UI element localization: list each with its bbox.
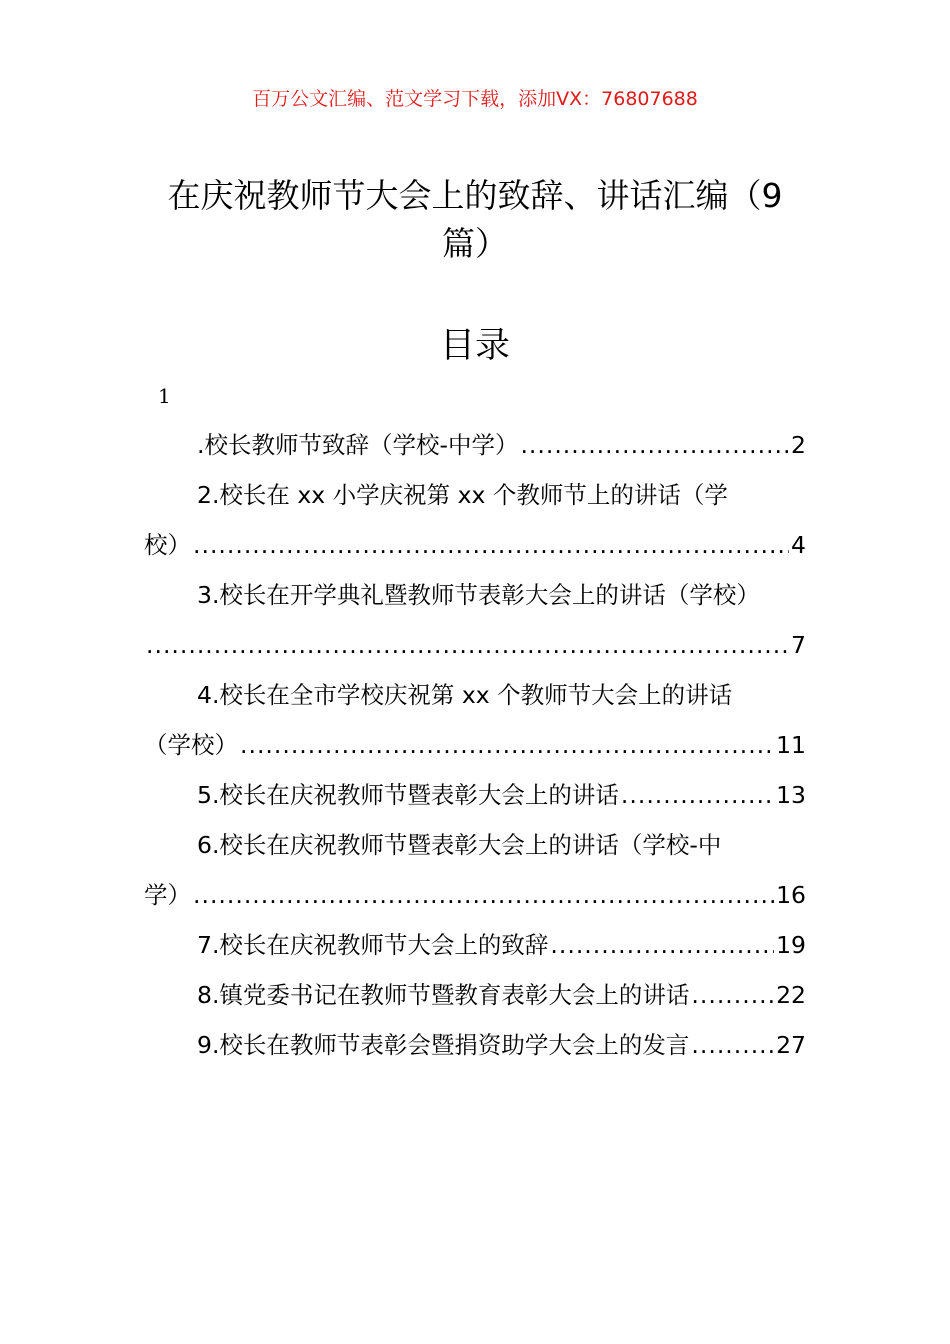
toc-dot-leader [520,420,789,470]
toc-page-number: 16 [776,881,806,909]
toc-entry-line [144,670,806,720]
toc-dot-leader [550,920,774,970]
toc-entry-title: .校长教师节致辞（学校-中学） [197,431,519,459]
toc-entry-1[interactable] [144,420,806,470]
toc-dot-leader [146,620,789,670]
toc-entry-5[interactable] [144,770,806,820]
toc-entry-3[interactable] [144,570,806,670]
document-title-line-1: 在庆祝教师节大会上的致辞、讲话汇编（9 [167,176,783,215]
toc-dot-leader [621,770,774,820]
toc-page-number: 2 [791,431,806,459]
toc-entry-9[interactable] [144,1020,806,1070]
toc-entry-line [144,420,806,470]
toc-entry-line [144,770,806,820]
toc-entry-line [144,1020,806,1070]
toc-entry-line [144,920,806,970]
toc-page-number: 7 [791,631,806,659]
toc-entry-title: 7.校长在庆祝教师节大会上的致辞 [197,931,549,959]
stray-number: 1 [158,384,171,408]
toc-dot-leader [193,520,789,570]
toc-entry-8[interactable] [144,970,806,1020]
toc-entry-line [144,620,806,670]
toc-entry-line [144,820,806,870]
toc-entry-line [144,970,806,1020]
document-title-line-2: 篇） [442,224,508,263]
toc-page-number: 27 [776,1031,806,1059]
toc-entry-line [144,720,806,770]
toc-entry-line [144,470,806,520]
toc-entry-title: 9.校长在教师节表彰会暨捐资助学大会上的发言 [197,1031,690,1059]
toc-entry-4[interactable] [144,670,806,770]
toc-dot-leader [193,870,774,920]
toc-page-number: 11 [776,731,806,759]
toc-entry-title: 6.校长在庆祝教师节暨表彰大会上的讲话（学校-中 [197,831,722,859]
toc-entry-line [144,520,806,570]
toc-entry-title: 5.校长在庆祝教师节暨表彰大会上的讲话 [197,781,619,809]
toc-entry-title-continued: 校） [144,531,191,559]
toc-entry-line [144,870,806,920]
toc-entry-2[interactable] [144,470,806,570]
toc-entry-6[interactable] [144,820,806,920]
toc-entry-title: 8.镇党委书记在教师节暨教育表彰大会上的讲话 [197,981,690,1009]
toc-entry-7[interactable] [144,920,806,970]
toc-entry-line [144,570,806,620]
toc-page-number: 19 [776,931,806,959]
promo-banner: 百万公文汇编、范文学习下载，添加VX：76807688 [252,88,698,110]
toc-dot-leader [691,1020,774,1070]
toc-entry-title: 4.校长在全市学校庆祝第 xx 个教师节大会上的讲话 [197,681,733,709]
table-of-contents [144,420,806,1070]
toc-entry-title-continued: 学） [144,881,191,909]
toc-entry-title: 2.校长在 xx 小学庆祝第 xx 个教师节上的讲话（学 [197,481,728,509]
toc-dot-leader [240,720,774,770]
toc-page-number: 22 [776,981,806,1009]
toc-entry-title-continued: （学校） [144,731,238,759]
toc-dot-leader [691,970,774,1020]
document-title [130,172,820,268]
toc-page-number: 13 [776,781,806,809]
toc-heading: 目录 [439,326,510,366]
toc-page-number: 4 [791,531,806,559]
toc-entry-title: 3.校长在开学典礼暨教师节表彰大会上的讲话（学校） [197,581,760,609]
